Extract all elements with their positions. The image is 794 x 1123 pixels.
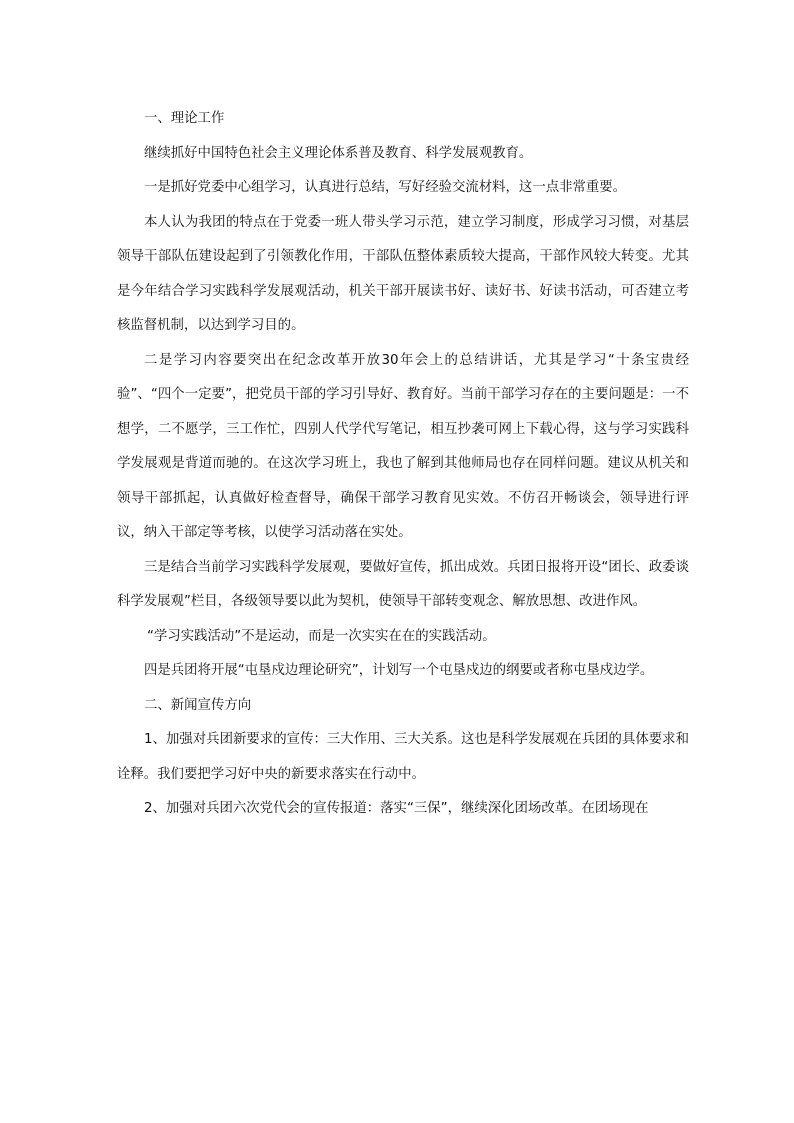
document-body [117, 102, 689, 827]
paragraph-practice-activity: “学习实践活动”不是运动，而是一次实实在在的实践活动。 [147, 628, 496, 644]
paragraph-news-item-2: 2、加强对兵团六次党代会的宣传报道：落实“三保”，继续深化团场改革。在团场现在 [144, 801, 649, 816]
section-heading-news: 二、新闻宣传方向 [144, 697, 252, 713]
paragraph-theory-intro: 继续抓好中国特色社会主义理论体系普及教育、科学发展观教育。 [144, 145, 533, 161]
paragraph-team-features: 本人认为我团的特点在于党委一班人带头学习示范，建立学习制度，形成学习习惯，对基层领导干部队伍建设起到了引领教化作用，干部队伍整体素质较大提高，干部作风较大转变。尤其是今年结合学习实践科学发展观活动，机关干部开展读书好、读好书、好读书活动，可否建立考核监督机制，以达到学习目的。 [117, 214, 689, 333]
paragraph-point-one: 一是抓好党委中心组学习，认真进行总结，写好经验交流材料，这一点非常重要。 [144, 180, 627, 195]
paragraph-point-two: 二是学习内容要突出在纪念改革开放30年会上的总结讲话，尤其是学习“十条宝贵经验”、“四个一定要”，把党员干部的学习引导好、教育好。当前干部学习存在的主要问题是：一不想学，二不愿学，三工作忙，四别人代学代写笔记，相互抄袭可网上下载心得，这与学习实践科学发展观是背道而驰的。在这次学习班上，我也了解到其他师局也存在同样问题。建议从机关和领导干部抓起，认真做好检查督导，确保干部学习教育见实效。不仿召开畅谈会，领导进行评议，纳入干部定等考核，以使学习活动落在实处。 [117, 352, 689, 540]
paragraph-point-three: 三是结合当前学习实践科学发展观，要做好宣传，抓出成效。兵团日报将开设“团长、政委谈科学发展观”栏目，各级领导要以此为契机，使领导干部转变观念、解放思想、改进作风。 [117, 559, 689, 609]
paragraph-point-four: 四是兵团将开展“屯垦戍边理论研究”，计划写一个屯垦戍边的纲要或者称屯垦戍边学。 [144, 663, 654, 678]
section-heading-theory: 一、理论工作 [144, 111, 225, 126]
paragraph-news-item-1: 1、加强对兵团新要求的宣传：三大作用、三大关系。这也是科学发展观在兵团的具体要求和诠释。我们要把学习好中央的新要求落实在行动中。 [117, 732, 689, 782]
